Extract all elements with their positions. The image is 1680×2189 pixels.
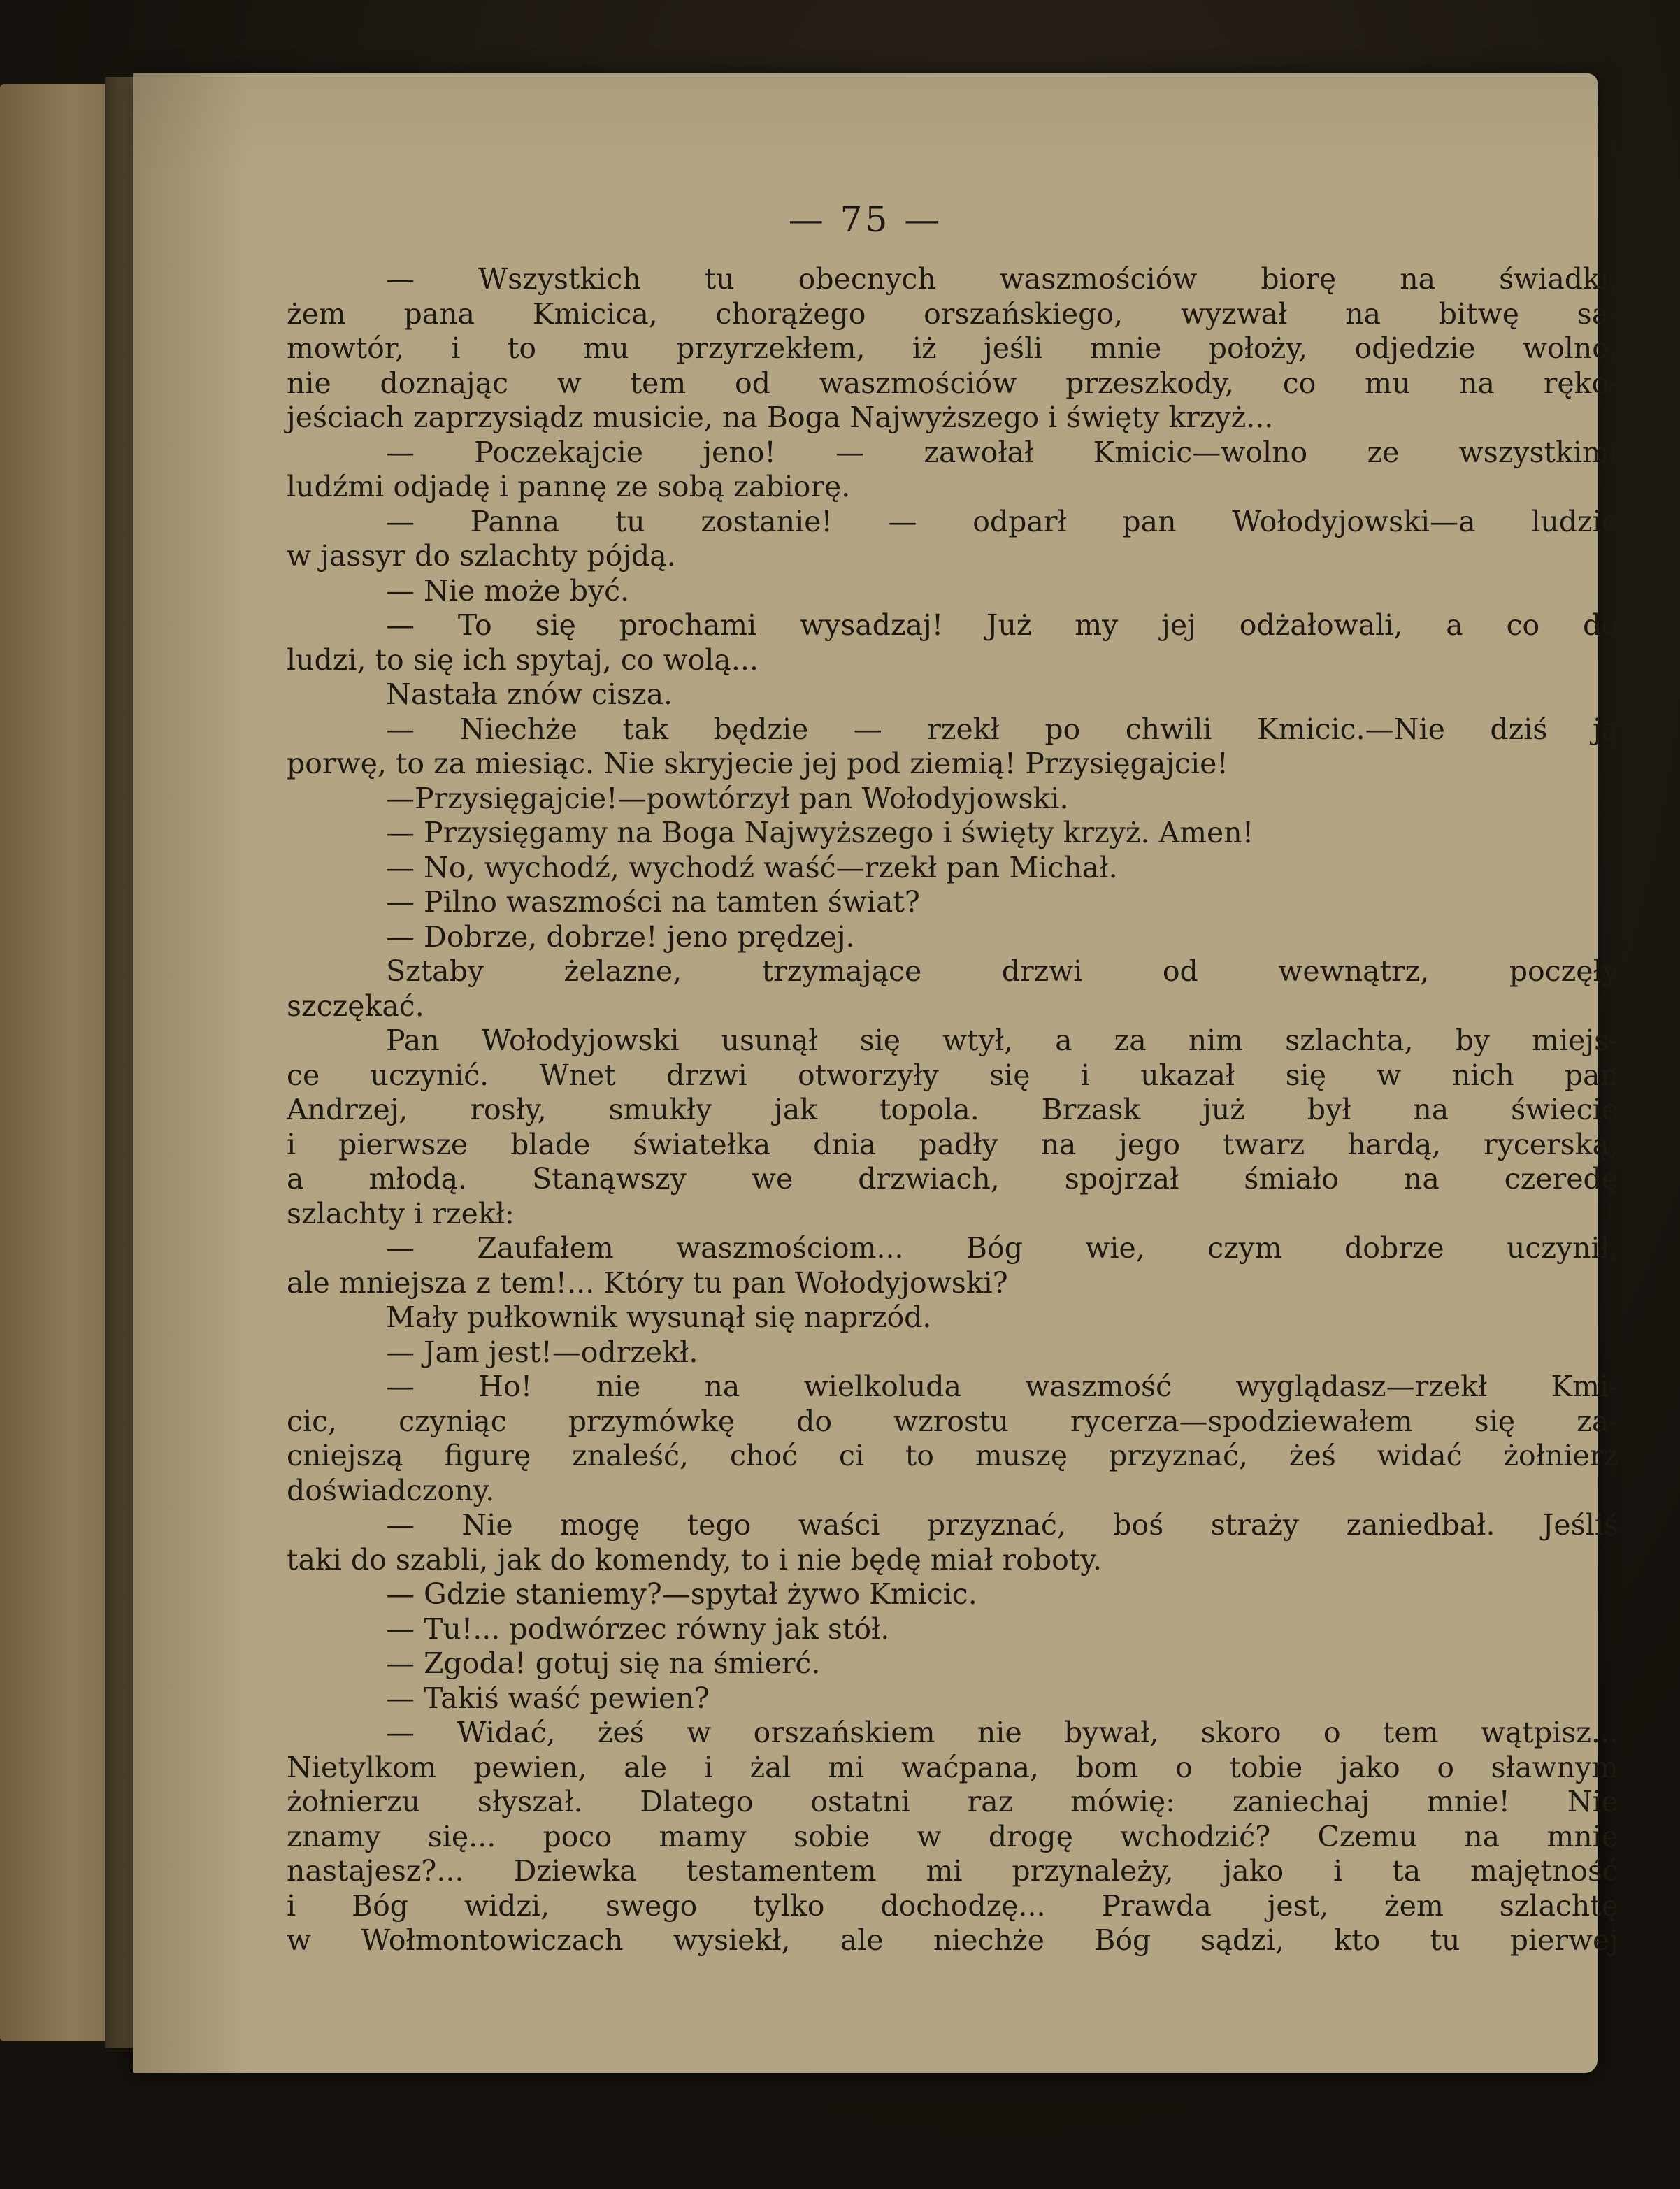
- text-line: ce uczynić. Wnet drzwi otworzyły się i ukazał się w nich pan: [287, 1058, 1618, 1092]
- page-number: — 75 —: [788, 199, 942, 240]
- text-line: — Widać, żeś w orszańskiem nie bywał, skoro o tem wątpisz...: [386, 1716, 1618, 1749]
- text-line: żołnierzu słyszał. Dlatego ostatni raz mówię: zaniechaj mnie! Nie: [287, 1785, 1618, 1818]
- text-line: — Poczekajcie jeno! — zawołał Kmicic—wolno ze wszystkimi: [386, 435, 1618, 469]
- text-line: a młodą. Stanąwszy we drzwiach, spojrzał śmiało na czeredę: [287, 1162, 1618, 1196]
- text-line: porwę, to za miesiąc. Nie skryjecie jej pod ziemią! Przysięgajcie!: [287, 747, 1228, 780]
- text-line: i pierwsze blade światełka dnia padły na jego twarz hardą, rycerską,: [287, 1127, 1618, 1161]
- text-line: — Przysięgamy na Boga Najwyższego i święty krzyż. Amen!: [386, 816, 1254, 849]
- text-line: — Tu!... podwórzec równy jak stół.: [386, 1612, 890, 1646]
- text-line: — Pilno waszmości na tamten świat?: [386, 885, 920, 919]
- text-line: i Bóg widzi, swego tylko dochodzę... Prawda jest, żem szlachtę: [287, 1888, 1618, 1923]
- book-page: [133, 73, 1618, 2073]
- text-line: cic, czyniąc przymówkę do wzrostu rycerza—spodziewałem się za-: [287, 1404, 1618, 1438]
- text-line: nie doznając w tem od waszmościów przeszkody, co mu na ręko-: [287, 366, 1618, 400]
- text-line: jeściach zaprzysiądz musicie, na Boga Najwyższego i święty krzyż...: [287, 401, 1274, 434]
- text-line: — Takiś waść pewien?: [386, 1681, 710, 1715]
- text-line: Mały pułkownik wysunął się naprzód.: [386, 1300, 932, 1334]
- text-block: [287, 262, 1618, 1958]
- text-line: w Wołmontowiczach wysiekł, ale niechże Bóg sądzi, kto tu pierwej: [287, 1923, 1618, 1957]
- text-line: Pan Wołodyjowski usunął się wtył, a za nim szlachta, by miejs-: [386, 1024, 1618, 1057]
- text-line: szczękać.: [287, 989, 424, 1023]
- text-line: Andrzej, rosły, smukły jak topola. Brzask już był na świecie: [287, 1093, 1618, 1126]
- text-line: żem pana Kmicica, chorążego orszańskiego, wyzwał na bitwę sa-: [287, 296, 1618, 331]
- text-line: ale mniejsza z tem!... Który tu pan Wołodyjowski?: [287, 1265, 1008, 1300]
- text-line: ludźmi odjadę i pannę ze sobą zabiorę.: [287, 470, 851, 503]
- text-line: w jassyr do szlachty pójdą.: [287, 539, 676, 573]
- text-line: — To się prochami wysadzaj! Już my jej odżałowali, a co do: [386, 608, 1618, 642]
- text-line: — Zaufałem waszmościom... Bóg wie, czym dobrze uczynił,: [386, 1231, 1618, 1265]
- text-line: doświadczony.: [287, 1473, 495, 1507]
- text-line: Sztaby żelazne, trzymające drzwi od wewnątrz, poczęły: [386, 954, 1618, 988]
- text-line: ludzi, to się ich spytaj, co wolą...: [287, 643, 759, 677]
- text-line: — Jam jest!—odrzekł.: [386, 1335, 698, 1369]
- text-line: — Wszystkich tu obecnych waszmościów biorę na świadki,: [386, 262, 1618, 296]
- text-line: szlachty i rzekł:: [287, 1196, 515, 1230]
- text-line: — Dobrze, dobrze! jeno prędzej.: [386, 919, 855, 954]
- text-line: mowtór, i to mu przyrzekłem, iż jeśli mnie położy, odjedzie wolno,: [287, 331, 1618, 365]
- text-line: Nastała znów cisza.: [386, 677, 673, 711]
- text-line: — Niechże tak będzie — rzekł po chwili Kmicic.—Nie dziś ją: [386, 712, 1618, 746]
- text-line: Nietylkom pewien, ale i żal mi waćpana, bom o tobie jako o sławnym: [287, 1750, 1618, 1784]
- text-line: — Panna tu zostanie! — odparł pan Wołodyjowski—a ludzie: [386, 504, 1618, 538]
- text-line: znamy się... poco mamy sobie w drogę wchodzić? Czemu na mnie: [287, 1819, 1618, 1853]
- text-line: — Zgoda! gotuj się na śmierć.: [386, 1646, 821, 1680]
- text-line: cniejszą figurę znaleść, choć ci to muszę przyznać, żeś widać żołnierz: [287, 1439, 1618, 1472]
- text-line: —Przysięgajcie!—powtórzył pan Wołodyjowski.: [386, 781, 1069, 815]
- text-line: — Gdzie staniemy?—spytał żywo Kmicic.: [386, 1577, 977, 1611]
- text-line: — Nie może być.: [386, 573, 630, 608]
- text-line: — Nie mogę tego waści przyznać, boś straży zaniedbał. Jeśliś: [386, 1508, 1618, 1542]
- text-line: — Ho! nie na wielkoluda waszmość wyglądasz—rzekł Kmi-: [386, 1370, 1618, 1403]
- text-line: taki do szabli, jak do komendy, to i nie będę miał roboty.: [287, 1542, 1102, 1577]
- text-line: nastajesz?... Dziewka testamentem mi przynależy, jako i ta majętność: [287, 1854, 1618, 1888]
- text-line: — No, wychodź, wychodź waść—rzekł pan Michał.: [386, 850, 1118, 884]
